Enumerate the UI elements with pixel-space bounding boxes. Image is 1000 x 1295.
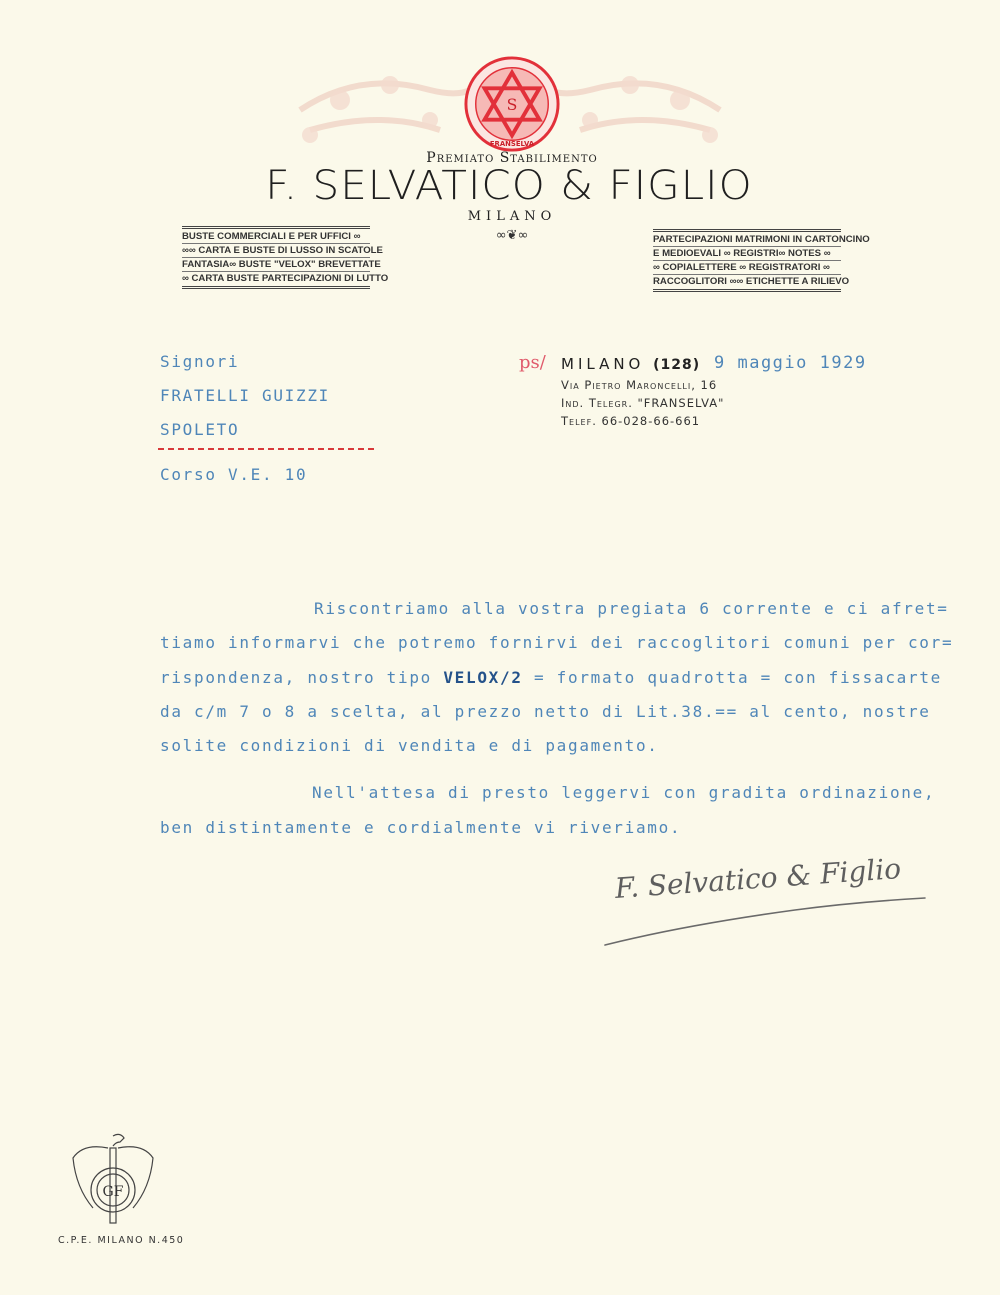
handwritten-signature: F. Selvatico & Figlio: [613, 852, 903, 905]
svg-text:FRANSELVA: FRANSELVA: [489, 140, 535, 149]
ornament-icon: ∞❦∞: [495, 228, 529, 243]
body-line: Riscontriamo alla vostra pregiata 6 corrente e ci afret=: [314, 599, 949, 618]
body-line: tiamo informarvi che potremo fornirvi dei raccoglitori comuni per cor=: [160, 633, 954, 652]
product-line: ∞ COPIALETTERE ∞ REGISTRATORI ∞: [653, 261, 841, 275]
registration-number: C.P.E. MILANO N.450: [58, 1235, 185, 1246]
signature-flourish: [595, 840, 955, 970]
premiato-stabilimento: Premiato Stabilimento: [426, 150, 598, 166]
body-line: [160, 668, 942, 687]
recipient-street: Corso V.E. 10: [160, 465, 308, 484]
red-underline: [158, 448, 374, 450]
franselva-seal-logo: [463, 55, 561, 153]
sender-address: Via Pietro Maroncelli, 16: [561, 378, 718, 392]
product-line: RACCOGLITORI ∞∞ ETICHETTE A RILIEVO: [653, 276, 850, 287]
svg-text:S: S: [506, 94, 518, 114]
product-line: ∞ CARTA BUSTE PARTECIPAZIONI DI LUTTO: [182, 273, 389, 284]
sender-phone: Telef. 66-028-66-661: [561, 414, 701, 428]
body-line: solite condizioni di vendita e di pagamento.: [160, 736, 659, 755]
products-list-left: [182, 226, 389, 289]
closing-line: Nell'attesa di presto leggervi con gradita ordinazione,: [312, 783, 936, 802]
letterhead-city: MILANO: [467, 209, 557, 224]
salutation: Signori: [160, 352, 240, 371]
closing-line: ben distintamente e cordialmente vi riveriamo.: [160, 818, 682, 837]
sender-city-name: MILANO: [561, 355, 645, 373]
product-line: ∞∞ CARTA E BUSTE DI LUSSO IN SCATOLE: [182, 245, 383, 256]
eagle-emblem-logo: [68, 1128, 158, 1228]
product-line: E MEDIOEVALI ∞ REGISTRI∞ NOTES ∞: [653, 247, 841, 261]
sender-telegraph: Ind. Telegr. "FRANSELVA": [561, 396, 725, 410]
recipient-name: FRATELLI GUIZZI: [160, 386, 330, 405]
body-text: rispondenza, nostro tipo: [160, 668, 444, 687]
sender-postcode: (128): [653, 357, 701, 373]
product-code: VELOX/2: [443, 668, 523, 687]
recipient-city: SPOLETO: [160, 420, 240, 439]
reference-initials: ps/: [519, 352, 546, 373]
body-text: = formato quadrotta = con fissacarte: [522, 668, 942, 687]
svg-text:GF: GF: [102, 1184, 124, 1200]
letter-date: 9 maggio 1929: [714, 353, 867, 373]
body-line: da c/m 7 o 8 a scelta, al prezzo netto di Lit.38.== al cento, nostre: [160, 702, 931, 721]
products-list-right: [653, 229, 870, 292]
firm-name: F. SELVATICO & FIGLIO: [265, 163, 753, 209]
product-line: FANTASIA∞ BUSTE "VELOX" BREVETTATE: [182, 259, 381, 270]
product-line: PARTECIPAZIONI MATRIMONI IN CARTONCINO: [653, 234, 870, 245]
product-line: BUSTE COMMERCIALI E PER UFFICI ∞: [182, 230, 370, 244]
sender-city: [561, 355, 700, 373]
